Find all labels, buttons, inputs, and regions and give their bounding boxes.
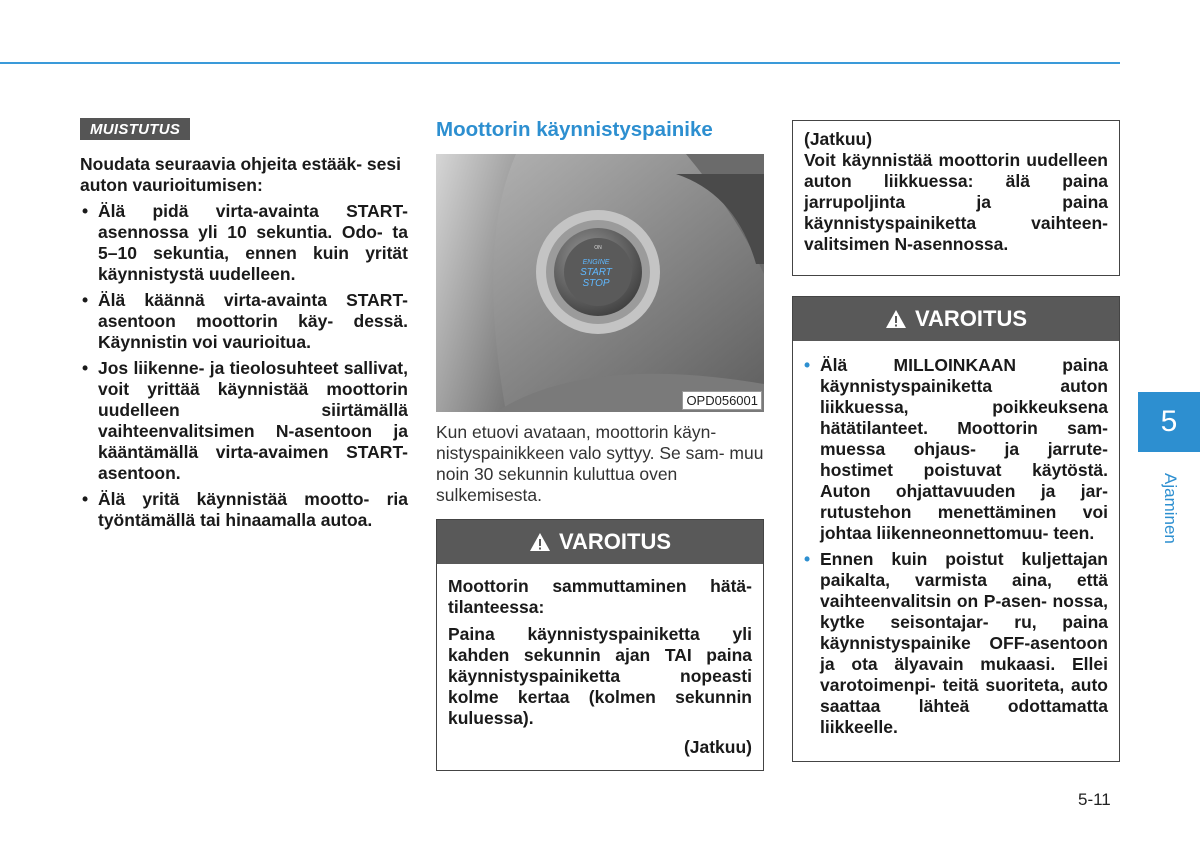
warning-body (437, 564, 763, 770)
continued-box (792, 120, 1120, 276)
warning-header (793, 297, 1119, 341)
note-intro: Noudata seuraavia ohjeita estääk- sesi auton vaurioitumisen: (80, 154, 401, 195)
photo-code: OPD056001 (682, 391, 762, 410)
section-description: Kun etuovi avataan, moottorin käyn- nistyspainikkeen valo syttyy. Se sam- muu noin 30 sekunnin kuluttua oven sulkemisesta. (436, 422, 764, 505)
warning-item: • Älä MILLOINKAAN paina käynnistyspainiketta auton liikkuessa, poikkeuksena hätätilanteet. Moottorin sam- muessa ohjaus- ja jarrute- hostimet poistuvat käytöstä. Auton ohjattavuuden ja jar- rutustehon menettäminen voi johtaa liikenneonnettomuu- teen. (804, 355, 1108, 544)
continued-label: (Jatkuu) (683, 737, 752, 757)
warning-triangle-icon (885, 309, 907, 329)
dashboard-illustration (436, 154, 764, 412)
continued-column (792, 120, 1120, 762)
button-label-start: START (580, 267, 612, 278)
warning-text: Paina käynnistyspainiketta yli kahden sekunnin ajan TAI paina käynnistyspainiketta nopeasti kolme kertaa (kolmen sekunnin kuluessa). (448, 624, 752, 728)
svg-text:ON: ON (594, 245, 602, 251)
button-label-engine: ENGINE (582, 259, 610, 266)
warning-box-emergency (436, 519, 764, 771)
note-list (80, 201, 408, 531)
chapter-tab: 5 (1138, 392, 1200, 452)
warning-triangle-icon (529, 532, 551, 552)
warning-box-driving (792, 296, 1120, 762)
section-column (436, 117, 764, 771)
note-column (80, 118, 408, 531)
continued-box-label: (Jatkuu) (804, 129, 873, 149)
warning-title: VAROITUS (558, 529, 672, 554)
section-heading: Moottorin käynnistyspainike (436, 118, 713, 141)
warning-header (437, 520, 763, 564)
warning-body (793, 341, 1119, 761)
start-button-photo (436, 154, 764, 412)
continued-box-text: Voit käynnistää moottorin uudelleen auton liikkuessa: älä paina jarrupoljinta ja paina käynnistyspainiketta vaihteen- valitsimen N-asennossa. (804, 150, 1108, 254)
note-item: • Jos liikenne- ja tieolosuhteet sallivat, voit yrittää käynnistää moottorin uudelleen siirtämällä vaihteenvalitsimen N-asentoon ja kääntämällä virta-avaimen START-asentoon. (80, 358, 408, 484)
warning-item: • Ennen kuin poistut kuljettajan paikalta, varmista aina, että vaihteenvalitsin on P-asen- nossa, kytke seisontajar- ru, paina käynnistyspainike OFF-asentoon ja ota älyavain mukaasi. Ellei varotoimenpi- teitä suoriteta, auto saattaa lähteä odottamatta liikkeelle. (804, 549, 1108, 738)
note-item: • Älä käännä virta-avainta START-asentoon moottorin käy- dessä. Käynnistin voi vaurioitua. (80, 290, 408, 353)
header-rule (0, 62, 1120, 64)
warning-list (804, 355, 1108, 738)
note-item: • Älä yritä käynnistää mootto- ria työntämällä tai hinaamalla autoa. (80, 489, 408, 531)
note-badge: MUISTUTUS (80, 118, 190, 140)
page-number: 5-11 (1078, 790, 1111, 809)
button-label-stop: STOP (582, 278, 610, 289)
warning-subheading: Moottorin sammuttaminen hätä- tilanteessa: (448, 576, 752, 617)
warning-title: VAROITUS (914, 306, 1028, 331)
chapter-label: Ajaminen (1161, 472, 1180, 544)
note-item: • Älä pidä virta-avainta START- asennossa yli 10 sekuntia. Odo- ta 5–10 sekuntia, ennen kuin yrität käynnistystä uudelleen. (80, 201, 408, 285)
